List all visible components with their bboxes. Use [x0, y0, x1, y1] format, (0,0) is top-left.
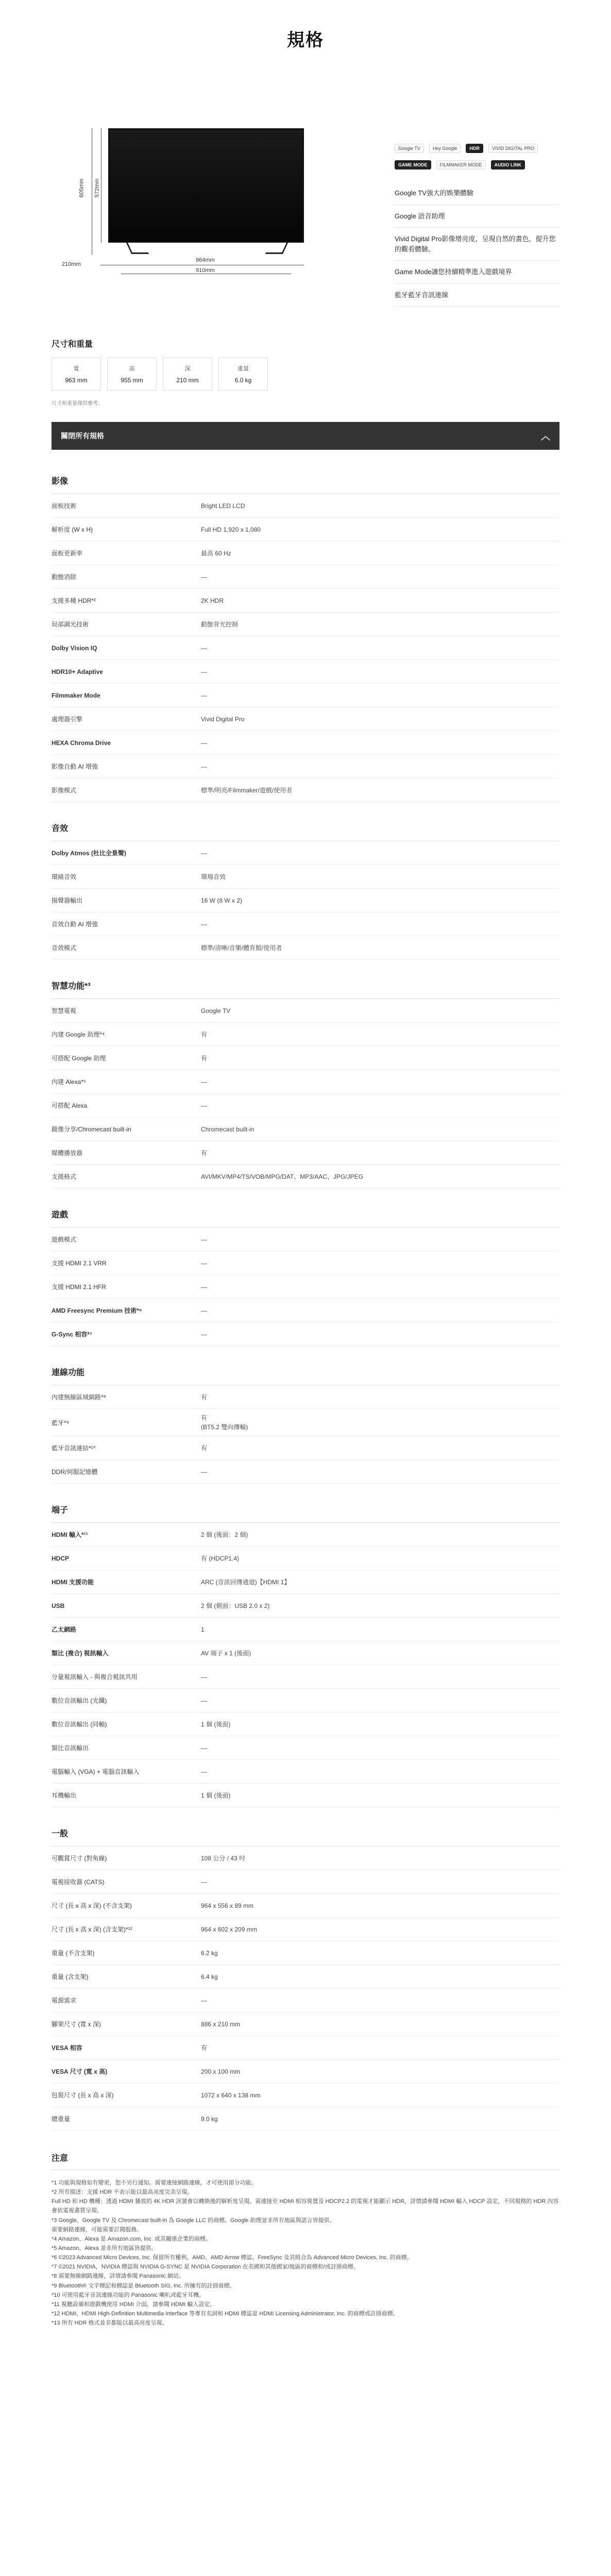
- spec-value: AV 端子 x 1 (後面): [201, 1649, 251, 1657]
- spec-row: [52, 1641, 559, 1665]
- spec-value: 964 x 602 x 209 mm: [201, 1925, 257, 1933]
- note-line: *7 ©2021 NVIDIA，NVIDIA 標誌與 NVIDIA G-SYNC 是 NVIDIA Corporation 在美國和其他國家/地區的商標和/或註冊商標。: [52, 2264, 359, 2270]
- spec-key: 音效模式: [52, 944, 77, 952]
- spec-value: —: [201, 1673, 207, 1681]
- spec-row: [52, 1436, 559, 1460]
- spec-key: 面板更新率: [52, 550, 83, 557]
- note-line: *8 需要無線網路連線，詳情請參閱 Panasonic 網站。: [52, 2273, 184, 2280]
- spec-key: VESA 尺寸 (寬 x 高): [52, 2068, 108, 2075]
- spec-value: —: [201, 691, 207, 699]
- spec-row: [52, 1713, 559, 1736]
- spec-key: 電源需求: [52, 1997, 77, 2004]
- feature-item: Game Mode讓您持續精準進入遊戲境界: [395, 261, 559, 284]
- spec-value: 1072 x 640 x 138 mm: [201, 2091, 261, 2099]
- spec-value: —: [201, 1878, 207, 1886]
- spec-group-title: 端子: [52, 1494, 559, 1523]
- spec-row: [52, 2107, 559, 2131]
- note-line: *2 所有描述：支援 HDR 不表示能以最高亮度完美呈現。: [52, 2189, 193, 2196]
- note-line: *6 ©2023 Advanced Micro Devices, Inc. 保留所有權利。AMD、AMD Arrow 標誌、FreeSync 及其組合為 Advanced Micro Devices, Inc. 的商標。: [52, 2255, 413, 2261]
- spec-group-title: 一般: [52, 1818, 559, 1846]
- note-line: *5 Amazon、Alexa 並非所有地區皆提供。: [52, 2245, 157, 2251]
- dim-height-total: 605mm: [78, 178, 85, 198]
- note-line: *9 Bluetooth® 文字標記和標誌是 Bluetooth SIG, Inc. 所擁有的註冊商標。: [52, 2282, 235, 2289]
- spec-value: 有: [201, 1444, 208, 1452]
- dim-depth: 210mm: [62, 261, 81, 267]
- spec-row: [52, 1760, 559, 1784]
- note-line: 需要網路連線，可能需要訂閱服務。: [52, 2226, 142, 2233]
- spec-key: 影像模式: [52, 787, 77, 794]
- spec-key: 類比音訊輸出: [52, 1744, 89, 1752]
- spec-key: 遊戲模式: [52, 1236, 77, 1243]
- spec-row: [52, 755, 559, 778]
- spec-key: 數位音訊輸出 (光纖): [52, 1697, 107, 1704]
- note-line: *12 HDMI、HDMI High-Definition Multimedia Interface 等專有名詞和 HDMI 標誌是 HDMI Licensing Administrator, Inc. 的商標或註冊商標。: [52, 2310, 399, 2317]
- hey-google-logo: Hey Google: [429, 144, 461, 153]
- game-mode-logo: GAME MODE: [395, 160, 431, 170]
- dim-box-label: 高: [129, 366, 135, 372]
- spec-key: 包裝尺寸 (長 x 高 x 深): [52, 2092, 114, 2099]
- spec-key: 電視接收器 (CATS): [52, 1878, 105, 1886]
- note-line: *3 Google、Google TV 及 Chromecast built-in 為 Google LLC 的商標。Google 助理並非所有地區與語言皆提供。: [52, 2217, 335, 2224]
- collapse-all-specs-button[interactable]: [52, 422, 559, 450]
- spec-value: —: [201, 644, 207, 652]
- spec-row: [52, 518, 559, 541]
- spec-value: 有: [201, 2044, 208, 2052]
- spec-row: [52, 613, 559, 636]
- dim-width-screen: 964mm: [196, 257, 215, 263]
- spec-row: [52, 999, 559, 1023]
- audio-link-logo: AUDIO LINK: [491, 160, 525, 170]
- spec-row: [52, 2083, 559, 2107]
- dim-box-value: 963 mm: [65, 377, 88, 384]
- spec-value: —: [201, 920, 207, 928]
- dim-box-value: 6.0 kg: [234, 377, 252, 384]
- dim-height-screen: 572mm: [94, 178, 100, 198]
- note-line: *13 所有 HDR 格式並非都能以最高亮度呈現。: [52, 2320, 168, 2327]
- spec-key: 類比 (複合) 視訊輸入: [52, 1650, 109, 1657]
- dim-box-height: [107, 358, 157, 391]
- spec-row: [52, 865, 559, 889]
- spec-key: 可搭配 Google 助理: [52, 1055, 106, 1062]
- dimensions-boxes: [52, 358, 559, 391]
- spec-row: [52, 1251, 559, 1275]
- spec-row: [52, 778, 559, 802]
- spec-key: 鏡像分享/Chromecast built-in: [52, 1126, 131, 1133]
- spec-row: [52, 1894, 559, 1918]
- spec-key: 尺寸 (長 x 高 x 深) (含支架)*¹²: [52, 1926, 132, 1933]
- spec-row: [52, 1023, 559, 1046]
- spec-value: 108 公分 / 43 吋: [201, 1854, 246, 1862]
- spec-row: [52, 1299, 559, 1323]
- google-tv-logo: Google TV: [395, 144, 424, 153]
- spec-value: 有: [201, 1030, 208, 1038]
- spec-group-title: 遊戲: [52, 1199, 559, 1228]
- feature-list: [395, 182, 559, 307]
- spec-value: —: [201, 1283, 207, 1291]
- dim-box-label: 重量: [237, 366, 249, 372]
- spec-key: 支援 HDMI 2.1 VRR: [52, 1260, 107, 1267]
- spec-key: 解析度 (W x H): [52, 526, 93, 533]
- collapse-all-label: 關閉所有規格: [61, 432, 104, 440]
- spec-value: 1 個 (後面): [201, 1720, 231, 1728]
- spec-value: Chromecast built-in: [201, 1125, 254, 1133]
- spec-row: [52, 1941, 559, 1965]
- spec-key: G-Sync 相容*⁷: [52, 1331, 92, 1338]
- spec-value: —: [201, 739, 207, 747]
- spec-row: [52, 1570, 559, 1594]
- spec-key: 尺寸 (長 x 高 x 深) (不含支架): [52, 1902, 132, 1909]
- spec-group-title: 智慧功能*³: [52, 970, 559, 999]
- spec-value: 1: [201, 1625, 205, 1633]
- spec-value: —: [201, 1768, 207, 1775]
- spec-row: [52, 1165, 559, 1189]
- spec-key: AMD Freesync Premium 技術*⁶: [52, 1307, 142, 1314]
- spec-row: [52, 889, 559, 912]
- spec-key: 重量 (含支架): [52, 1973, 89, 1980]
- logo-row-2: [395, 160, 559, 170]
- spec-row: [52, 589, 559, 613]
- spec-value: 動態背光控制: [201, 620, 239, 628]
- spec-value: —: [201, 573, 207, 581]
- spec-row: [52, 1141, 559, 1165]
- note-line: *4 Amazon、Alexa 是 Amazon.com, Inc. 或其關係企業的商標。: [52, 2235, 211, 2242]
- spec-key: 電腦輸入 (VGA) + 電腦音訊輸入: [52, 1768, 140, 1775]
- spec-value: 有 (HDCP1.4): [201, 1554, 240, 1562]
- spec-value: 2K HDR: [201, 597, 224, 604]
- spec-value: —: [201, 1235, 207, 1243]
- dim-box-label: 深: [184, 366, 191, 372]
- spec-key: 動態消除: [52, 573, 77, 581]
- spec-key: 內建 Alexa*⁵: [52, 1078, 86, 1086]
- spec-row: [52, 1323, 559, 1346]
- spec-key: 面板技術: [52, 502, 77, 510]
- feature-item: 藍牙藍牙音訊連線: [395, 284, 559, 307]
- spec-key: 內建無線區域網路*⁸: [52, 1394, 106, 1401]
- spec-group-title: 音效: [52, 812, 559, 841]
- spec-value: 環場音效: [201, 873, 226, 880]
- spec-key: 音效自動 AI 增強: [52, 921, 98, 928]
- spec-key: 數位音訊輸出 (同軸): [52, 1721, 107, 1728]
- spec-row: [52, 636, 559, 660]
- spec-row: [52, 2036, 559, 2060]
- spec-key: 藍牙*⁹: [52, 1419, 69, 1427]
- spec-key: 影像自動 AI 增強: [52, 763, 98, 770]
- tv-image: [108, 128, 304, 243]
- spec-value: —: [201, 1078, 207, 1086]
- hero-section: [52, 92, 559, 307]
- spec-value: AVI/MKV/MP4/TS/VOB/MPG/DAT、MP3/AAC、JPG/JPEG: [201, 1173, 363, 1180]
- spec-value: —: [201, 1259, 207, 1267]
- tv-leg-left: [126, 243, 149, 254]
- spec-key: 支援多種 HDR*²: [52, 597, 96, 604]
- dim-box-label: 寬: [73, 366, 79, 372]
- spec-key: HDMI 支援功能: [52, 1579, 94, 1586]
- spec-value: 9.0 kg: [201, 2115, 218, 2123]
- spec-row: [52, 1409, 559, 1436]
- spec-value: ARC (音訊回傳通道)【HDMI 1】: [201, 1578, 291, 1586]
- spec-row: [52, 1870, 559, 1894]
- spec-value: 200 x 100 mm: [201, 2067, 241, 2075]
- spec-value: 2 個 (後面：2 個): [201, 1531, 248, 1538]
- vivid-digital-pro-logo: VIVID DIGITAL PRO: [488, 144, 538, 153]
- spec-value: —: [201, 668, 207, 675]
- spec-key: 可觀賞尺寸 (對角線): [52, 1855, 107, 1862]
- spec-row: [52, 1989, 559, 2012]
- spec-row: [52, 1275, 559, 1299]
- spec-key: HDR10+ Adaptive: [52, 668, 103, 675]
- spec-value: Vivid Digital Pro: [201, 715, 245, 723]
- feature-item: Google TV強大的娛樂體驗: [395, 182, 559, 205]
- spec-value: —: [201, 1307, 207, 1314]
- spec-row: [52, 565, 559, 589]
- spec-value: 標準/清晰/音樂/體育館/使用者: [201, 944, 282, 952]
- spec-value: —: [201, 1330, 207, 1338]
- dim-box-weight: [218, 358, 268, 391]
- spec-value: 有 (BT5.2 雙向傳輸): [201, 1414, 248, 1431]
- spec-key: DDR/伺服記憶體: [52, 1468, 98, 1476]
- spec-row: [52, 1046, 559, 1070]
- spec-value: —: [201, 1101, 207, 1109]
- spec-value: Google TV: [201, 1007, 231, 1014]
- spec-value: —: [201, 849, 207, 857]
- spec-row: [52, 2060, 559, 2083]
- spec-key: 智慧電視: [52, 1007, 77, 1014]
- spec-row: [52, 1784, 559, 1807]
- spec-row: [52, 1965, 559, 1989]
- spec-key: Dolby Atmos (杜比全景聲): [52, 850, 126, 857]
- spec-value: 標準/明亮/Filmmaker/遊戲/使用者: [201, 786, 293, 794]
- spec-value: —: [201, 1996, 207, 2004]
- spec-key: 藍牙音訊連結*¹⁰: [52, 1445, 96, 1452]
- hdr-logo: HDR: [466, 144, 483, 153]
- dim-box-width: [52, 358, 101, 391]
- spec-value: 964 x 556 x 89 mm: [201, 1902, 254, 1909]
- spec-key: 重量 (不含支架): [52, 1950, 95, 1957]
- dim-box-depth: [163, 358, 212, 391]
- spec-value: —: [201, 1468, 207, 1476]
- spec-value: 有: [201, 1149, 208, 1157]
- spec-row: [52, 1460, 559, 1484]
- spec-row: [52, 1117, 559, 1141]
- filmmaker-mode-logo: FILMMAKER MODE: [436, 160, 486, 170]
- feature-item: Vivid Digital Pro影像增亮度，呈現自然的畫色，提升您的觀看體驗。: [395, 228, 559, 261]
- feature-item: Google 語音助理: [395, 205, 559, 228]
- spec-key: HEXA Chroma Drive: [52, 739, 111, 747]
- dim-width-stand: 910mm: [196, 267, 215, 274]
- spec-key: 環繞音效: [52, 873, 77, 880]
- spec-row: [52, 1918, 559, 1941]
- spec-key: Dolby Vision IQ: [52, 644, 97, 652]
- spec-value: 16 W (8 W x 2): [201, 896, 243, 904]
- spec-key: Filmmaker Mode: [52, 691, 100, 699]
- dimensions-heading: 尺寸和重量: [52, 340, 93, 349]
- spec-key: 總重量: [52, 2115, 71, 2123]
- spec-row: [52, 684, 559, 707]
- note-line: Full HD 和 HD 機種：透過 HDMI 播放的 4K HDR 訊號會以轉換後的解析度呈現。需連接至 HDMI 相容裝置及 HDCP2.2 的電視才能顯示 HDR，詳情請參閱 HDMI 輸入 HDCP 設定，不同規格的 HDR 內容會依電視畫質呈現。: [52, 2198, 559, 2214]
- spec-row: [52, 660, 559, 684]
- spec-value: 2 個 (側面：USB 2.0 x 2): [201, 1602, 270, 1609]
- spec-key: HDMI 輸入*¹¹: [52, 1531, 88, 1538]
- spec-group-title: 影像: [52, 465, 559, 494]
- spec-row: [52, 707, 559, 731]
- spec-key: 乙太網路: [52, 1626, 77, 1633]
- spec-key: 處理器引擎: [52, 716, 83, 723]
- spec-key: 內建 Google 助理*⁴: [52, 1031, 105, 1038]
- spec-value: 6.4 kg: [201, 1973, 218, 1980]
- spec-row: [52, 1665, 559, 1689]
- chevron-up-icon: ︿: [541, 431, 550, 442]
- dimensions-note: 尺寸和重量僅供參考。: [52, 401, 103, 406]
- spec-value: 886 x 210 mm: [201, 2020, 241, 2028]
- note-line: *11 視聽設備和遊戲機使用 HDMI 介面，請參閱 HDMI 輸入設定。: [52, 2301, 216, 2308]
- spec-value: 有: [201, 1054, 208, 1062]
- spec-key: HDCP: [52, 1554, 70, 1562]
- spec-row: [52, 494, 559, 518]
- dim-box-value: 955 mm: [121, 377, 143, 384]
- spec-key: 局部調光技術: [52, 621, 89, 628]
- spec-row: [52, 1523, 559, 1547]
- spec-key: 支援格式: [52, 1173, 77, 1180]
- spec-value: —: [201, 1744, 207, 1752]
- spec-value: 最高 60 Hz: [201, 549, 231, 557]
- spec-row: [52, 731, 559, 755]
- spec-value: Full HD 1,920 x 1,080: [201, 526, 261, 533]
- spec-row: [52, 1228, 559, 1251]
- note-line: *10 可使用藍牙音訊連線功能的 Panasonic 喇叭或藍牙耳機。: [52, 2292, 205, 2298]
- spec-row: [52, 1689, 559, 1713]
- spec-key: 揚聲器輸出: [52, 897, 83, 904]
- spec-row: [52, 1736, 559, 1760]
- dim-box-value: 210 mm: [176, 377, 199, 384]
- spec-row: [52, 1070, 559, 1094]
- spec-row: [52, 541, 559, 565]
- spec-row: [52, 1618, 559, 1641]
- spec-value: 有: [201, 1393, 208, 1401]
- spec-key: 可搭配 Alexa: [52, 1102, 88, 1109]
- spec-key: VESA 相容: [52, 2044, 82, 2052]
- page-title: 規格: [287, 30, 324, 50]
- spec-row: [52, 2012, 559, 2036]
- notes-title: 注意: [52, 2151, 559, 2170]
- spec-row: [52, 1846, 559, 1870]
- spec-key: 媒體播放器: [52, 1149, 83, 1157]
- spec-value: Bright LED LCD: [201, 502, 245, 510]
- logo-row: [395, 144, 559, 153]
- spec-key: 支援 HDMI 2.1 HFR: [52, 1283, 107, 1291]
- spec-value: 6.2 kg: [201, 1949, 218, 1957]
- spec-value: 1 個 (後面): [201, 1791, 231, 1799]
- spec-group-title: 連線功能: [52, 1357, 559, 1385]
- notes-list: [52, 2178, 559, 2328]
- spec-value: —: [201, 1697, 207, 1704]
- spec-key: 分量視訊輸入 - 與複合視訊共用: [52, 1673, 138, 1681]
- spec-groups: [52, 465, 559, 2131]
- note-line: *1 功能與規格如有變更，恕不另行通知。需要連接網路連線，才可使用部分功能。: [52, 2180, 257, 2186]
- tv-leg-right: [265, 243, 288, 254]
- spec-row: [52, 1594, 559, 1618]
- spec-row: [52, 1094, 559, 1117]
- spec-row: [52, 912, 559, 936]
- spec-row: [52, 841, 559, 865]
- tv-dimension-diagram: [52, 92, 350, 278]
- spec-key: USB: [52, 1602, 65, 1609]
- hero-features: [395, 92, 559, 307]
- spec-value: —: [201, 762, 207, 770]
- spec-row: [52, 1547, 559, 1570]
- spec-key: 耳機輸出: [52, 1792, 77, 1799]
- spec-row: [52, 1385, 559, 1409]
- spec-row: [52, 936, 559, 960]
- spec-key: 腳架尺寸 (寬 x 深): [52, 2021, 101, 2028]
